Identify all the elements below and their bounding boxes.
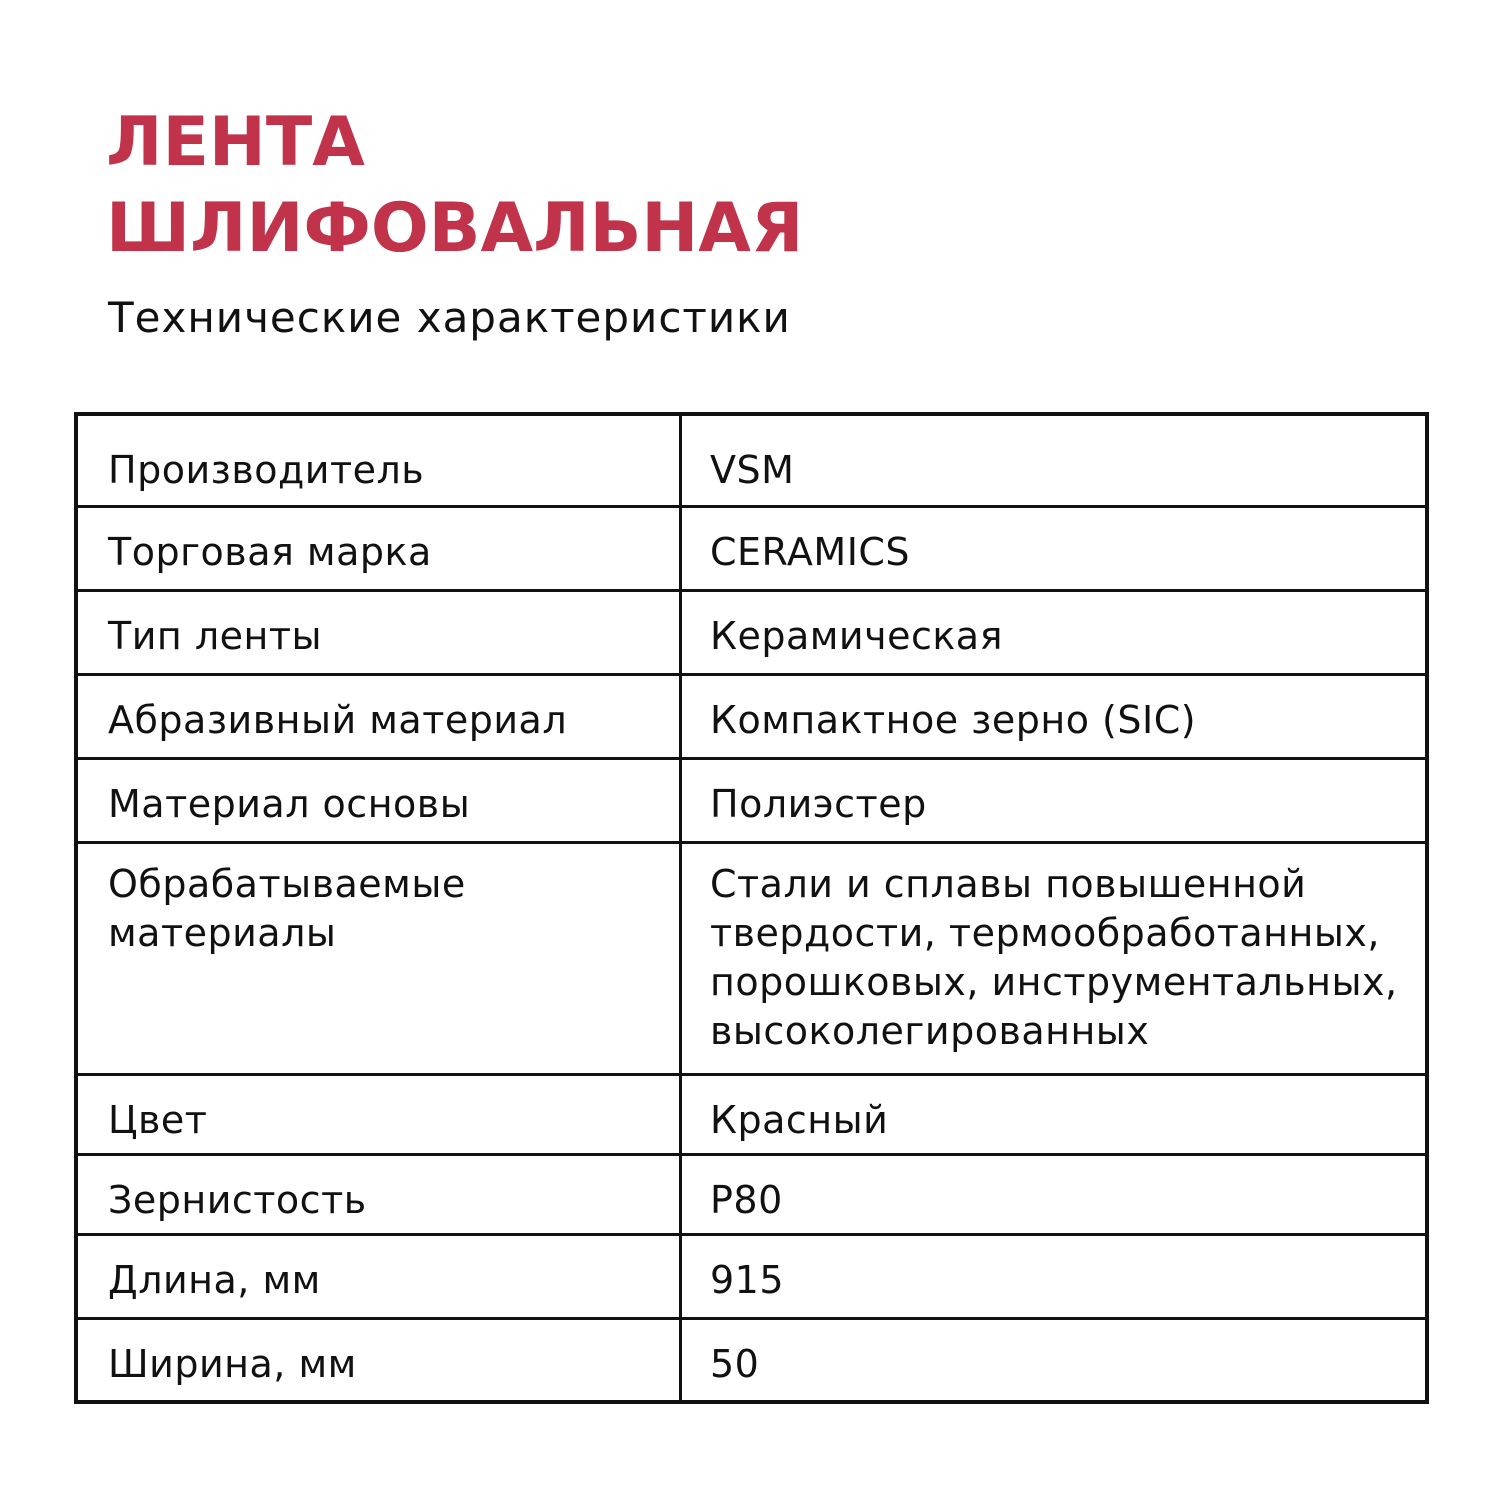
spec-row-abrasive [76,674,1427,758]
spec-value: 915 [681,1234,1428,1318]
spec-label: Ширина, мм [76,1318,681,1402]
spec-value: Керамическая [681,590,1428,674]
spec-value: Красный [681,1074,1428,1154]
page-subtitle: Технические характеристики [108,293,791,342]
spec-label: Торговая марка [76,506,681,590]
spec-value: Полиэстер [681,758,1428,842]
spec-label: Абразивный материал [76,674,681,758]
spec-row-workpiece-materials [76,842,1427,1074]
spec-value: CERAMICS [681,506,1428,590]
spec-row-backing [76,758,1427,842]
spec-value: Компактное зерно (SIC) [681,674,1428,758]
spec-row-grit [76,1154,1427,1234]
spec-label: Производитель [76,414,681,506]
spec-value: Стали и сплавы повышенной твердости, термообработанных, порошковых, инструментальных, высоколегированных [681,842,1428,1074]
spec-value: P80 [681,1154,1428,1234]
spec-row-length [76,1234,1427,1318]
spec-table [74,412,1429,1404]
spec-value: VSM [681,414,1428,506]
spec-label: Длина, мм [76,1234,681,1318]
spec-row-manufacturer [76,414,1427,506]
page-title [106,100,803,272]
spec-label: Тип ленты [76,590,681,674]
spec-label: Зернистость [76,1154,681,1234]
title-line-1: ЛЕНТА [106,103,365,182]
spec-row-brand [76,506,1427,590]
spec-label: Цвет [76,1074,681,1154]
spec-label: Обрабатываемые материалы [76,842,681,1074]
title-line-2: ШЛИФОВАЛЬНАЯ [106,189,804,268]
spec-value: 50 [681,1318,1428,1402]
spec-row-color [76,1074,1427,1154]
spec-row-belt-type [76,590,1427,674]
spec-row-width [76,1318,1427,1402]
spec-label: Материал основы [76,758,681,842]
